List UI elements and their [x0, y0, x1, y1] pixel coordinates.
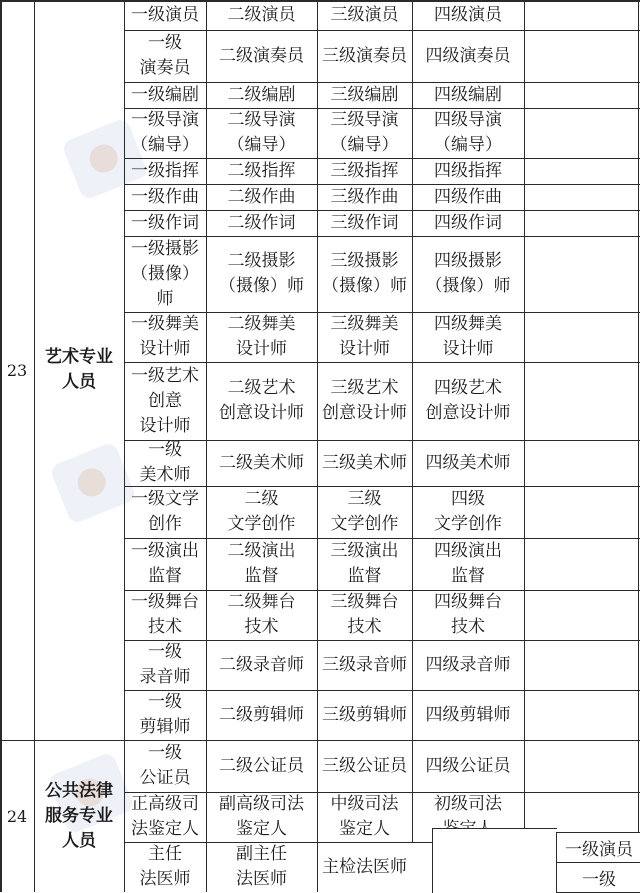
table-rule: [124, 590, 640, 591]
table-cell: 主检法医师: [322, 856, 407, 877]
table-rule: [124, 792, 640, 793]
table-cell: 四级指挥: [434, 160, 502, 181]
table-rule: [524, 0, 525, 842]
group-name: 公共法律 服务专业 人员: [45, 780, 113, 851]
table-cell: 三级公证员: [322, 755, 407, 776]
table-cell: 三级舞美 设计师: [330, 314, 399, 359]
table-cell: 一级艺术 创意 设计师: [131, 365, 199, 436]
table-cell: 三级演员: [330, 4, 399, 25]
table-rule: [124, 538, 640, 539]
table-rule: [124, 236, 640, 237]
table-cell: 四级编剧: [434, 84, 502, 105]
table-cell: 三级演出 监督: [330, 541, 399, 586]
table-cell: 二级公证员: [219, 755, 304, 776]
table-cell: 二级艺术 创意设计师: [219, 378, 304, 423]
table-cell: 二级舞台 技术: [227, 592, 296, 637]
table-cell: 三级作词: [330, 212, 399, 233]
table-rule: [124, 82, 640, 83]
table-rule: [124, 312, 640, 313]
table-cell: 一级舞美 设计师: [131, 314, 199, 359]
table-rule: [124, 108, 640, 109]
table-cell: 副主任 法医师: [236, 844, 287, 889]
table-rule: [206, 0, 207, 892]
table-cell: 一级 美术师: [139, 440, 191, 485]
table-rule: [638, 0, 640, 892]
table-cell: 四级公证员: [425, 755, 511, 776]
table-cell: 三级导演 （编导）: [330, 110, 399, 155]
table-cell: 一级 演奏员: [139, 33, 191, 78]
table-cell: 四级舞美 设计师: [434, 314, 502, 359]
table-cell: 四级作曲: [434, 186, 502, 207]
table-rule: [124, 690, 640, 691]
table-rule: [34, 0, 35, 892]
table-cell: 一级作词: [131, 212, 199, 233]
table-cell: 四级艺术 创意设计师: [425, 378, 511, 423]
table-cell: 四级美术师: [425, 452, 511, 473]
table-cell: 二级导演 （编导）: [227, 110, 296, 155]
table-rule: [317, 0, 318, 892]
table-cell: 二级演奏员: [219, 45, 304, 66]
table-cell: 二级摄影 （摄像）师: [219, 251, 304, 296]
table-rule: [124, 30, 640, 31]
table-rule: [124, 362, 640, 363]
overlay-cell: 一级演员: [557, 833, 640, 863]
group-number: 24: [6, 806, 28, 826]
table-cell: 一级导演 （编导）: [131, 110, 199, 155]
table-cell: 二级录音师: [219, 654, 304, 675]
table-cell: 主任 法医师: [139, 844, 191, 889]
table-cell: 二级剪辑师: [219, 704, 304, 725]
table-cell: 二级指挥: [227, 160, 296, 181]
table-cell: 二级编剧: [227, 84, 296, 105]
table-cell: 一级演员: [131, 4, 199, 25]
table-cell: 二级作词: [227, 212, 296, 233]
table-rule: [124, 184, 640, 185]
table-cell: 四级录音师: [425, 654, 511, 675]
table-cell: 三级录音师: [322, 654, 407, 675]
table-cell: 二级 文学创作: [227, 489, 296, 534]
table-cell: 副高级司法 鉴定人: [219, 794, 304, 839]
table-cell: 四级剪辑师: [425, 704, 511, 725]
table-rule: [124, 158, 640, 159]
table-cell: 四级 文学创作: [434, 489, 502, 534]
table-cell: 中级司法 鉴定人: [330, 794, 399, 839]
table-cell: 二级演出 监督: [227, 541, 296, 586]
table-cell: 四级演奏员: [425, 45, 511, 66]
table-cell: 三级美术师: [322, 452, 407, 473]
group-name: 艺术专业 人员: [45, 347, 113, 392]
table-cell: 三级剪辑师: [322, 704, 407, 725]
table-cell: 三级摄影 （摄像）师: [322, 251, 407, 296]
table-cell: 一级 公证员: [139, 743, 191, 788]
overlay-table-fragment: [432, 828, 557, 893]
table-cell: 一级 录音师: [139, 642, 191, 687]
table-cell: 一级摄影 （摄像） 师: [131, 238, 199, 309]
table-cell: 三级作曲: [330, 186, 399, 207]
overlay-table-cells: [556, 832, 640, 893]
table-cell: 四级作词: [434, 212, 502, 233]
table-cell: 一级 剪辑师: [139, 692, 191, 737]
table-cell: 三级演奏员: [322, 45, 407, 66]
table-cell: 三级艺术 创意设计师: [322, 378, 407, 423]
table-cell: 四级演出 监督: [434, 541, 502, 586]
table-cell: 一级作曲: [131, 186, 199, 207]
table-rule: [124, 210, 640, 211]
table-rule: [124, 440, 640, 441]
table-cell: 一级文学 创作: [131, 489, 199, 534]
overlay-cell: 一级: [557, 863, 640, 893]
table-cell: 一级舞台 技术: [131, 592, 199, 637]
table-cell: 四级导演 （编导）: [434, 110, 502, 155]
table-cell: 四级演员: [434, 4, 502, 25]
table-cell: 二级美术师: [219, 452, 304, 473]
table-cell: 三级编剧: [330, 84, 399, 105]
table-cell: 一级演出 监督: [131, 541, 199, 586]
table-rule: [124, 640, 640, 641]
table-cell: 正高级司 法鉴定人: [131, 794, 199, 839]
group-number: 23: [6, 360, 28, 380]
table-rule: [124, 486, 640, 487]
table-cell: 一级指挥: [131, 160, 199, 181]
table-cell: 二级作曲: [227, 186, 296, 207]
table-cell: 初级司法: [434, 794, 502, 814]
table-cell: 四级摄影 （摄像）师: [425, 251, 511, 296]
table-rule: [0, 0, 2, 892]
table-rule: [412, 0, 413, 842]
table-cell: 三级舞台 技术: [330, 592, 399, 637]
table-cell: 三级 文学创作: [330, 489, 399, 534]
table-rule: [124, 0, 125, 892]
table-cell: 三级指挥: [330, 160, 399, 181]
table-cell: 一级编剧: [131, 84, 199, 105]
table-cell: 四级舞台 技术: [434, 592, 502, 637]
table-rule: [0, 0, 640, 2]
table-cell: 二级演员: [227, 4, 296, 25]
table-cell: 二级舞美 设计师: [227, 314, 296, 359]
table-rule: [0, 740, 640, 741]
